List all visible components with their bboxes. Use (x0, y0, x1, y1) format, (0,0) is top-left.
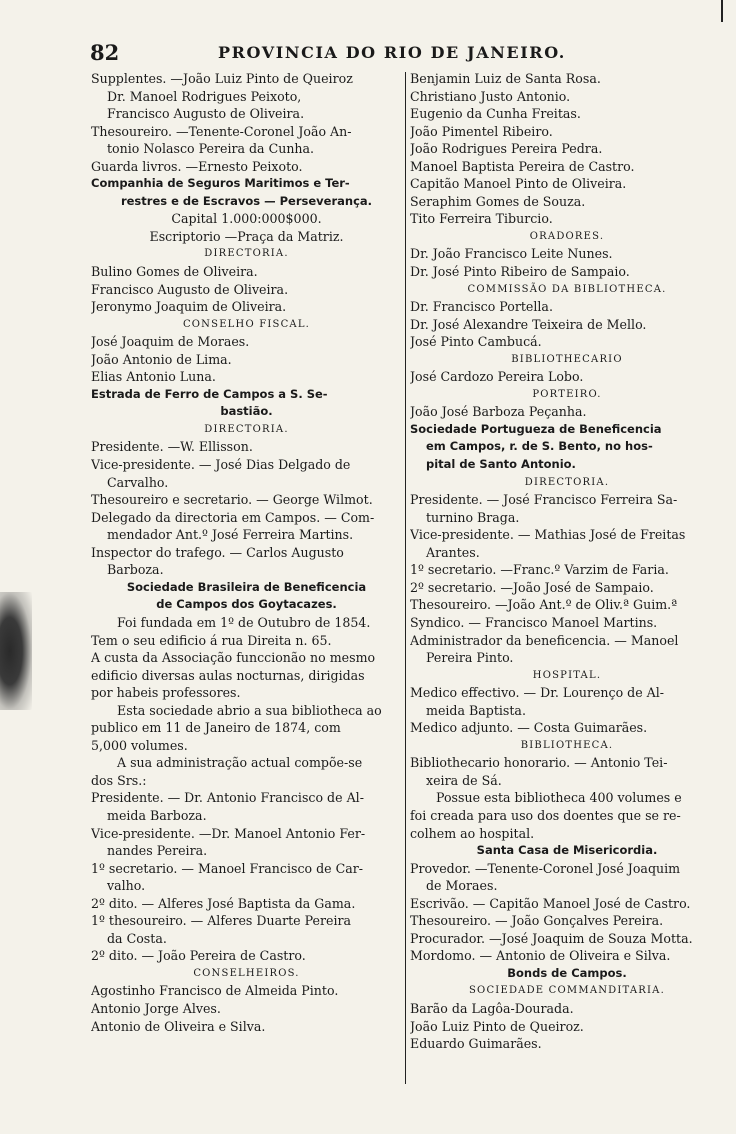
subheading: BIBLIOTHECA. (520, 739, 614, 751)
text-line: tonio Nolasco Pereira da Cunha. (107, 141, 315, 157)
page-number: 82 (90, 40, 120, 65)
text-line: turnino Braga. (426, 509, 520, 525)
text-line: 1º secretario. — Manoel Francisco de Car- (91, 860, 364, 876)
text-line: Presidente. — Dr. Antonio Francisco de Al- (91, 790, 364, 806)
text-line: Antonio de Oliveira e Silva. (91, 1018, 266, 1034)
text-line: Barão da Lagôa-Dourada. (410, 1000, 574, 1016)
text-line: Dr. José Alexandre Teixeira de Mello. (410, 316, 647, 332)
text-line: Benjamin Luiz de Santa Rosa. (410, 71, 601, 86)
text-line: Guarda livros. —Ernesto Peixoto. (91, 158, 303, 174)
text-line: Bulino Gomes de Oliveira. (91, 264, 258, 280)
text-line: Escriptorio —Praça da Matriz. (149, 228, 344, 244)
text-line: Arantes. (426, 544, 480, 560)
subheading: CONSELHO FISCAL. (182, 318, 311, 330)
text-line: dos Srs.: (91, 772, 147, 788)
text-line: Foi fundada em 1º de Outubro de 1854. (117, 614, 371, 630)
section-heading: pital de Santo Antonio. (426, 457, 576, 472)
text-line: Presidente. —W. Ellisson. (91, 439, 253, 455)
text-line: Thesoureiro e secretario. — George Wilmot. (91, 492, 373, 508)
text-line: Thesoureiro. —Tenente-Coronel João An- (91, 123, 352, 139)
section-heading: Santa Casa de Misericordia. (476, 843, 658, 858)
page-header (90, 40, 700, 64)
text-line: Capitão Manoel Pinto de Oliveira. (410, 176, 627, 192)
text-line: de Moraes. (426, 878, 498, 894)
text-line: Mordomo. — Antonio de Oliveira e Silva. (410, 948, 671, 964)
text-line: José Cardozo Pereira Lobo. (410, 369, 584, 385)
text-line: Capital 1.000:000$000. (171, 211, 322, 227)
section-heading: bastião. (220, 404, 273, 419)
section-heading: restres e de Escravos — Perseverança. (120, 193, 373, 208)
text-line: Francisco Augusto de Oliveira. (107, 106, 305, 122)
text-line: da Costa. (107, 930, 167, 946)
section-heading: Sociedade Portugueza de Beneficencia (410, 421, 662, 436)
text-line: Jeronymo Joaquim de Oliveira. (91, 299, 287, 315)
subheading: COMMISSÃO DA BIBLIOTHECA. (467, 283, 667, 295)
section-heading: em Campos, r. de S. Bento, no hos- (426, 439, 653, 454)
subheading: CONSELHEIROS. (193, 967, 300, 979)
text-line: Medico adjunto. — Costa Guimarães. (410, 720, 648, 736)
text-line: Possue esta bibliotheca 400 volumes e (436, 790, 682, 806)
section-heading: Companhia de Seguros Maritimos e Ter- (91, 176, 350, 191)
text-line: Thesoureiro. —João Ant.º de Oliv.ª Guim.ª (410, 597, 678, 613)
text-line: Christiano Justo Antonio. (410, 88, 571, 104)
text-line: Eduardo Guimarães. (410, 1036, 542, 1052)
text-line: Dr. Manoel Rodrigues Peixoto, (107, 88, 302, 104)
text-line: meida Baptista. (426, 702, 526, 718)
text-line: Seraphim Gomes de Souza. (410, 193, 586, 209)
subheading: SOCIEDADE COMMANDITARIA. (469, 985, 665, 997)
text-line: nandes Pereira. (107, 843, 208, 859)
text-line: Thesoureiro. — João Gonçalves Pereira. (410, 913, 664, 929)
section-heading: de Campos dos Goytacazes. (156, 597, 337, 612)
text-line: João Antonio de Lima. (91, 351, 232, 367)
text-line: Elias Antonio Luna. (91, 369, 216, 385)
text-line: Supplentes. —João Luiz Pinto de Queiroz (91, 71, 353, 86)
text-line: Eugenio da Cunha Freitas. (410, 106, 581, 122)
text-line: João José Barboza Peçanha. (410, 404, 587, 420)
text-line: Inspector do trafego. — Carlos Augusto (91, 544, 344, 560)
text-line: 2º dito. — Alferes José Baptista da Gama. (91, 895, 356, 911)
text-line: Dr. José Pinto Ribeiro de Sampaio. (410, 264, 630, 280)
text-line: João Pimentel Ribeiro. (410, 123, 553, 139)
text-line: José Joaquim de Moraes. (91, 334, 250, 350)
text-line: Agostinho Francisco de Almeida Pinto. (91, 983, 339, 999)
text-line: 1º thesoureiro. — Alferes Duarte Pereira (91, 913, 352, 929)
left-column (91, 70, 402, 1035)
text-line: publico em 11 de Janeiro de 1874, com (91, 720, 341, 736)
text-line: Procurador. —José Joaquim de Souza Motta. (410, 930, 693, 946)
text-line: Vice-presidente. — Mathias José de Freitas (410, 527, 686, 543)
text-line: Tem o seu edificio á rua Direita n. 65. (91, 632, 332, 648)
text-line: Syndico. — Francisco Manoel Martins. (410, 614, 658, 630)
subheading: HOSPITAL. (532, 669, 602, 681)
text-line: A sua administração actual compõe-se (117, 755, 363, 771)
text-line: xeira de Sá. (426, 772, 502, 788)
right-column (410, 70, 724, 1053)
text-line: João Rodrigues Pereira Pedra. (410, 141, 603, 157)
text-line: meida Barboza. (107, 807, 207, 823)
edge-mark (721, 0, 723, 22)
text-line: Antonio Jorge Alves. (91, 1000, 221, 1016)
text-line: Tito Ferreira Tiburcio. (410, 211, 553, 227)
text-line: José Pinto Cambucá. (410, 334, 542, 350)
text-line: Francisco Augusto de Oliveira. (91, 281, 289, 297)
subheading: BIBLIOTHECARIO (511, 353, 623, 365)
section-heading: Sociedade Brasileira de Beneficencia (126, 579, 367, 594)
text-line: 2º secretario. —João José de Sampaio. (410, 579, 654, 595)
text-line: Vice-presidente. —Dr. Manoel Antonio Fer- (91, 825, 366, 841)
text-line: Carvalho. (107, 474, 169, 490)
subheading: DIRECTORIA. (524, 476, 610, 488)
text-line: Esta sociedade abrio a sua bibliotheca ao (117, 702, 382, 718)
text-line: Vice-presidente. — José Dias Delgado de (91, 457, 351, 473)
text-line: João Luiz Pinto de Queiroz. (410, 1018, 584, 1034)
text-line: 2º dito. — João Pereira de Castro. (91, 948, 306, 964)
text-line: por habeis professores. (91, 685, 241, 701)
text-line: 1º secretario. —Franc.º Varzim de Faria. (410, 562, 669, 578)
section-heading: Estrada de Ferro de Campos a S. Se- (91, 386, 328, 401)
section-heading: Bonds de Campos. (507, 965, 627, 980)
text-line: Administrador da beneficencia. — Manoel (410, 632, 679, 648)
text-line: Medico effectivo. — Dr. Lourenço de Al- (410, 685, 665, 701)
text-line: Presidente. — José Francisco Ferreira Sa- (410, 492, 678, 508)
binding-shadow (0, 592, 32, 710)
subheading: DIRECTORIA. (204, 423, 289, 435)
text-line: mendador Ant.º José Ferreira Martins. (107, 527, 354, 543)
running-title: PROVINCIA DO RIO DE JANEIRO. (218, 43, 566, 62)
subheading: DIRECTORIA. (204, 248, 289, 260)
text-line: Barboza. (107, 562, 164, 578)
column-rule (405, 72, 406, 1084)
text-line: 5,000 volumes. (91, 737, 188, 753)
text-line: Delegado da directoria em Campos. — Com- (91, 509, 375, 525)
text-line: valho. (107, 878, 146, 894)
text-line: Bibliothecario honorario. — Antonio Tei- (410, 755, 668, 771)
subheading: ORADORES. (529, 230, 605, 242)
text-line: A custa da Associação funccionão no mesmo (91, 650, 376, 666)
text-line: Pereira Pinto. (426, 650, 514, 666)
text-line: colhem ao hospital. (410, 825, 535, 841)
text-line: Manoel Baptista Pereira de Castro. (410, 158, 635, 174)
text-line: edificio diversas aulas nocturnas, dirigidas (91, 667, 365, 683)
text-line: Dr. Francisco Portella. (410, 299, 553, 315)
text-line: Dr. João Francisco Leite Nunes. (410, 246, 613, 262)
subheading: PORTEIRO. (532, 388, 602, 400)
text-line: Escrivão. — Capitão Manoel José de Castro. (410, 895, 691, 911)
text-line: foi creada para uso dos doentes que se re- (410, 807, 681, 823)
text-line: Provedor. —Tenente-Coronel José Joaquim (410, 860, 681, 876)
